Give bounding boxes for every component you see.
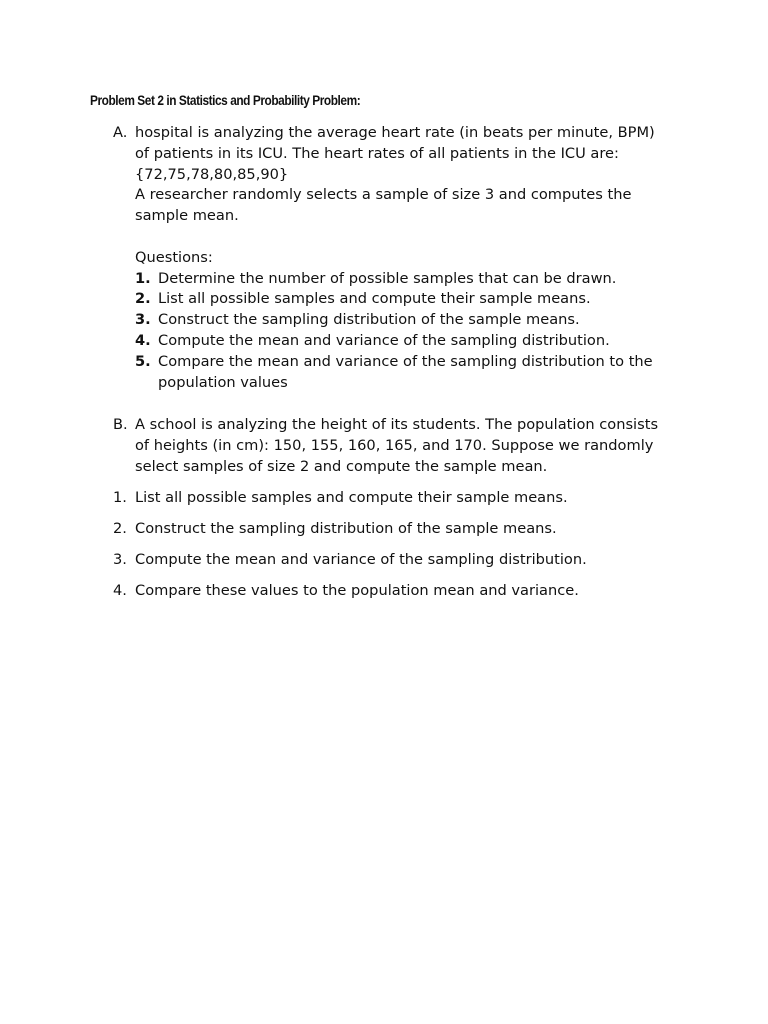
question-text bbox=[158, 352, 653, 394]
item-number: 4. bbox=[113, 582, 127, 599]
section-b-item bbox=[113, 581, 693, 602]
question-line: population values bbox=[158, 373, 288, 391]
section-b-line: select samples of size 2 and compute the sample mean. bbox=[135, 457, 548, 475]
question-number: 4. bbox=[135, 331, 151, 349]
question-item bbox=[135, 289, 693, 310]
section-a-marker: A. bbox=[113, 124, 128, 141]
question-item bbox=[135, 352, 693, 394]
questions-label: Questions: bbox=[135, 248, 213, 266]
question-number: 5. bbox=[135, 352, 151, 370]
question-line: List all possible samples and compute their sample means. bbox=[158, 290, 591, 308]
question-line: Determine the number of possible samples that can be drawn. bbox=[158, 269, 617, 287]
question-line: Compare the mean and variance of the sampling distribution to the bbox=[158, 352, 653, 370]
section-b-item bbox=[113, 519, 693, 540]
question-line: Compute the mean and variance of the sampling distribution. bbox=[158, 331, 610, 349]
section-b-line: of heights (in cm): 150, 155, 160, 165, and 170. Suppose we randomly bbox=[135, 436, 654, 454]
question-text bbox=[158, 331, 610, 352]
question-text bbox=[158, 310, 580, 331]
section-b-item bbox=[113, 488, 693, 509]
question-item bbox=[135, 331, 693, 352]
section-b-marker: B. bbox=[113, 416, 128, 433]
section-a-line: hospital is analyzing the average heart rate (in beats per minute, BPM) bbox=[135, 124, 655, 141]
item-number: 2. bbox=[113, 520, 127, 537]
item-text: Compute the mean and variance of the sampling distribution. bbox=[135, 551, 587, 568]
section-a-row bbox=[113, 123, 693, 393]
section-a-content bbox=[135, 123, 693, 393]
section-a-line: {72,75,78,80,85,90} bbox=[135, 165, 289, 183]
section-b bbox=[113, 415, 693, 477]
section-a bbox=[113, 123, 693, 393]
item-text: Construct the sampling distribution of the sample means. bbox=[135, 520, 557, 537]
question-line: Construct the sampling distribution of the sample means. bbox=[158, 311, 580, 329]
question-number: 3. bbox=[135, 311, 151, 329]
question-number: 2. bbox=[135, 290, 151, 308]
item-number: 3. bbox=[113, 551, 127, 568]
question-text bbox=[158, 289, 591, 310]
question-number: 1. bbox=[135, 269, 151, 287]
question-item bbox=[135, 269, 693, 290]
question-item bbox=[135, 310, 693, 331]
section-b-content bbox=[135, 415, 693, 477]
item-text: Compare these values to the population mean and variance. bbox=[135, 582, 579, 599]
item-number: 1. bbox=[113, 489, 127, 506]
section-a-line: A researcher randomly selects a sample of size 3 and computes the bbox=[135, 186, 632, 204]
section-b-line: A school is analyzing the height of its students. The population consists bbox=[135, 416, 659, 433]
item-text: List all possible samples and compute their sample means. bbox=[135, 489, 568, 506]
blank-line bbox=[135, 227, 693, 248]
question-text bbox=[158, 269, 616, 290]
section-b-item bbox=[113, 550, 693, 571]
section-a-line: sample mean. bbox=[135, 207, 239, 225]
section-a-line: of patients in its ICU. The heart rates of all patients in the ICU are: bbox=[135, 144, 619, 162]
section-b-row bbox=[113, 415, 693, 477]
document-title: Problem Set 2 in Statistics and Probability Problem: bbox=[90, 93, 361, 108]
